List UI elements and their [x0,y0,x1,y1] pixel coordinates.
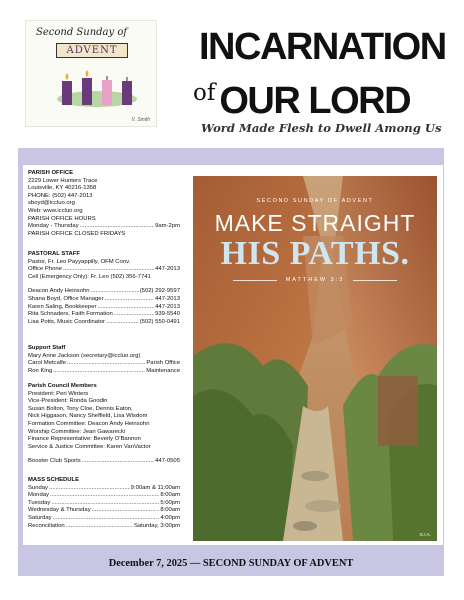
cover-headline-1: MAKE STRAIGHT [214,210,416,236]
office-website[interactable]: Web: www.iccluo.org [28,207,83,214]
staff-row [28,311,180,319]
canyon-cover-image [193,176,437,541]
council-line: Finance Representative: Beverly O'Bannon [28,436,141,443]
cover-headline-2: HIS PATHS. [220,235,410,272]
staff-value: 447-2013 [155,295,180,302]
mass-row [28,523,180,531]
council-line: Nick Higgason, Nancy Sheffield, Lisa Wisdom [28,413,148,420]
mass-row [28,515,180,523]
office-hours-label: Monday - Thursday [28,223,79,230]
staff-value: 939-5540 [155,311,180,318]
bulletin-date-footer: December 7, 2025 — SECOND SUNDAY OF ADVENT [108,558,354,569]
office-hours-heading: PARISH OFFICE HOURS [28,215,96,222]
office-hours-row [28,223,180,231]
staff-row [28,296,180,304]
support-row [28,368,180,376]
cover-eyebrow: SECOND SUNDAY OF ADVENT [256,198,374,204]
mass-row [28,485,180,493]
staff-value: (502) 292-9597 [139,288,180,295]
support-label: Carol Metcalfe [28,360,66,367]
staff-value: 447-2013 [155,303,180,310]
mass-row [28,507,180,515]
mass-time: 9:00am & 11:00am [130,484,180,491]
cover-credit: G.I.A. [419,532,431,537]
staff-label: Karen Saling, Bookkeeper [28,303,97,310]
mass-day: Wednesday & Thursday [28,507,91,514]
staff-row [28,319,180,327]
mass-day: Tuesday [28,499,51,506]
logo-advent-label: ADVENT [56,43,128,58]
logo-signature: V. Smith [131,117,150,123]
office-phone-label: Office Phone [28,266,62,273]
parish-office-section [28,170,180,238]
mass-row [28,500,180,508]
staff-value: (502) 550-0491 [139,318,180,325]
mass-time: 8:00am [160,492,180,499]
staff-label: Deacon Andy Heinsohn [28,288,90,295]
council-line: Vice-President: Ronda Goodin [28,398,108,405]
booster-club-value: 447-0505 [155,458,180,465]
staff-label: Rita Schnaders, Faith Formation [28,311,113,318]
masthead-title-line2 [193,80,410,123]
masthead-title-line1: INCARNATION [199,26,446,68]
mass-schedule-section [28,477,180,530]
cover-scripture-reference: MATTHEW 3:3 [285,277,345,283]
mass-time: Saturday, 3:00pm [133,522,180,529]
staff-label: Lisa Potts, Music Coordinator [28,318,105,325]
support-value: Maintenance [146,367,180,374]
emergency-cell: Cell (Emergency Only): Fr. Leo (502) 356-7741 [28,273,151,280]
office-phone-line: PHONE: (502) 447-2013 [28,192,93,199]
support-value: Parish Office [146,360,180,367]
masthead-our-lord: OUR LORD [219,80,411,122]
mass-day: Monday [28,492,49,499]
mass-schedule-heading: MASS SCHEDULE [28,477,80,483]
pastor-name: Pastor, Fr. Leo Payyappilly, OFM Conv. [28,258,131,265]
mass-time: 4:00pm [160,514,180,521]
council-line: Worship Committee: Jean Gawarecki [28,428,126,435]
mass-row [28,492,180,500]
masthead-of: of [193,80,216,106]
office-address-1: 2229 Lower Hunters Trace [28,177,98,184]
staff-label: Shana Boyd, Office Manager [28,295,104,302]
advent-candles-illustration [56,69,138,111]
mass-time: 5:00pm [160,499,180,506]
staff-row [28,288,180,296]
office-closed-note: PARISH OFFICE CLOSED FRIDAYS [28,230,126,237]
parish-council-section [28,383,180,466]
council-line: Formation Committee: Deacon Andy Heinsohn [28,420,150,427]
council-line: Susan Bolton, Tony Cloe, Dennis Eaton, [28,405,133,412]
office-address-2: Louisville, KY 40216-1358 [28,185,97,192]
support-staff-heading: Support Staff [28,345,66,351]
support-row [28,360,180,368]
office-hours-value: 9am-2pm [155,223,180,230]
parish-council-heading: Parish Council Members [28,383,97,389]
booster-club-row [28,458,180,466]
mass-day: Reconciliation [28,522,65,529]
masthead-subtitle: Word Made Flesh to Dwell Among Us [201,121,442,135]
council-line: President: Peri Winters [28,390,89,397]
office-phone-row [28,266,180,274]
pastoral-staff-heading: PASTORAL STAFF [28,251,80,257]
office-phone-value: 447-2013 [155,266,180,273]
support-staff-first: Mary Anne Jackson (secretary@iccluo.org) [28,352,141,359]
logo-tagline: Second Sunday of [36,27,128,38]
parish-office-heading: PARISH OFFICE [28,170,74,176]
office-email[interactable]: sboyd@iccluo.org [28,200,75,207]
staff-row [28,304,180,312]
mass-day: Sunday [28,484,48,491]
booster-club-label: Booster Club Sports [28,458,81,465]
cover-rule-right [353,280,397,281]
mass-time: 8:00am [160,507,180,514]
advent-logo [25,20,157,127]
mass-day: Saturday [28,514,52,521]
support-label: Ron King [28,367,53,374]
pastoral-staff-section [28,251,180,326]
council-line: Service & Justice Committee: Karen VanVactor [28,443,151,450]
support-staff-section [28,345,180,375]
